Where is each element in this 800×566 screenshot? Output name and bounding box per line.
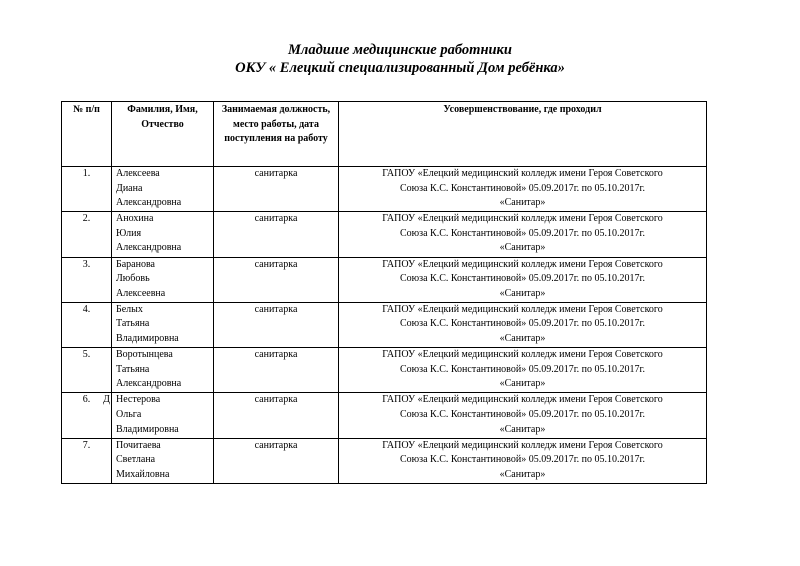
row-number-cell xyxy=(62,167,112,212)
training-line-1: ГАПОУ «Елецкий медицинский колледж имени Героя Советского xyxy=(382,213,663,225)
training-line-1: ГАПОУ «Елецкий медицинский колледж имени Героя Советского xyxy=(382,303,663,315)
training-line-2: Союза К.С. Константиновой» 05.09.2017г. по 05.10.2017г. xyxy=(400,318,645,330)
position-cell xyxy=(214,438,339,483)
patronymic: Александровна xyxy=(116,242,182,254)
surname: Белых xyxy=(116,303,143,315)
training-line-2: Союза К.С. Константиновой» 05.09.2017г. по 05.10.2017г. xyxy=(400,363,645,375)
training-cell xyxy=(339,212,707,257)
first-name: Диана xyxy=(116,182,143,194)
table-row xyxy=(62,257,707,302)
training-line-3: «Санитар» xyxy=(499,423,546,435)
document-subtitle: ОКУ « Елецкий специализированный Дом ребёнка» xyxy=(235,60,565,76)
position-cell xyxy=(214,167,339,212)
row-number-cell xyxy=(62,438,112,483)
position: санитарка xyxy=(254,439,298,451)
position: санитарка xyxy=(254,349,298,361)
training-line-1: ГАПОУ «Елецкий медицинский колледж имени Героя Советского xyxy=(382,439,663,451)
document-title: Младшие медицинские работники xyxy=(288,42,512,58)
position: санитарка xyxy=(254,258,298,270)
training-line-2: Союза К.С. Константиновой» 05.09.2017г. по 05.10.2017г. xyxy=(400,409,645,421)
table-row xyxy=(62,438,707,483)
row-number: 2. xyxy=(82,213,91,225)
row-number: 1. xyxy=(82,168,91,179)
training-line-1: ГАПОУ «Елецкий медицинский колледж имени Героя Советского xyxy=(382,349,663,361)
surname: Алексеева xyxy=(116,168,160,179)
surname: Почитаева xyxy=(116,439,161,451)
training-line-3: «Санитар» xyxy=(499,197,546,209)
training-cell xyxy=(339,302,707,347)
patronymic: Владимировна xyxy=(116,423,179,435)
full-name-cell xyxy=(112,212,214,257)
first-name: Ольга xyxy=(116,409,142,421)
first-name: Юлия xyxy=(116,227,142,239)
training-line-2: Союза К.С. Константиновой» 05.09.2017г. по 05.10.2017г. xyxy=(400,273,645,285)
row-number: 7. xyxy=(82,439,91,451)
surname: Нестерова xyxy=(116,394,161,406)
row-number-cell xyxy=(62,257,112,302)
row-number: 5. xyxy=(82,349,91,361)
full-name-cell xyxy=(112,348,214,393)
position: санитарка xyxy=(254,168,298,179)
table-row xyxy=(62,302,707,347)
row-number: 3. xyxy=(82,258,91,270)
training-line-2: Союза К.С. Константиновой» 05.09.2017г. по 05.10.2017г. xyxy=(400,227,645,239)
first-name: Любовь xyxy=(116,273,150,285)
full-name-cell xyxy=(112,167,214,212)
patronymic: Михайловна xyxy=(116,468,170,480)
row-mark: Д xyxy=(103,394,110,406)
training-line-3: «Санитар» xyxy=(499,333,546,345)
row-number-cell xyxy=(62,348,112,393)
patronymic: Владимировна xyxy=(116,333,179,345)
surname: Анохина xyxy=(116,213,154,225)
position-cell xyxy=(214,348,339,393)
training-cell xyxy=(339,348,707,393)
training-cell xyxy=(339,167,707,212)
position-cell xyxy=(214,393,339,438)
training-cell xyxy=(339,257,707,302)
row-number: 4. xyxy=(82,303,91,315)
column-header-number: № п/п xyxy=(62,102,112,167)
full-name-cell xyxy=(112,257,214,302)
training-line-3: «Санитар» xyxy=(499,242,546,254)
training-line-1: ГАПОУ «Елецкий медицинский колледж имени Героя Советского xyxy=(382,168,663,179)
training-line-2: Союза К.С. Константиновой» 05.09.2017г. по 05.10.2017г. xyxy=(400,182,645,194)
column-header-full-name: Фамилия, Имя, Отчество xyxy=(112,102,214,167)
full-name-cell xyxy=(112,302,214,347)
training-cell xyxy=(339,393,707,438)
row-number-cell xyxy=(62,393,112,438)
first-name: Татьяна xyxy=(116,363,150,375)
patronymic: Александровна xyxy=(116,197,182,209)
row-number-cell xyxy=(62,302,112,347)
training-line-3: «Санитар» xyxy=(499,378,546,390)
training-line-3: «Санитар» xyxy=(499,287,546,299)
table-row xyxy=(62,393,707,438)
position: санитарка xyxy=(254,213,298,225)
first-name: Светлана xyxy=(116,454,156,466)
full-name-cell xyxy=(112,393,214,438)
patronymic: Александровна xyxy=(116,378,182,390)
table-row xyxy=(62,167,707,212)
patronymic: Алексеевна xyxy=(116,287,166,299)
row-number: 6. xyxy=(82,394,91,406)
surname: Воротынцева xyxy=(116,349,173,361)
first-name: Татьяна xyxy=(116,318,150,330)
staff-table xyxy=(61,101,707,484)
training-line-2: Союза К.С. Константиновой» 05.09.2017г. по 05.10.2017г. xyxy=(400,454,645,466)
column-header-position: Занимаемая должность, место работы, дата поступления на работу xyxy=(214,102,339,167)
position: санитарка xyxy=(254,394,298,406)
table-row xyxy=(62,212,707,257)
position-cell xyxy=(214,302,339,347)
training-line-1: ГАПОУ «Елецкий медицинский колледж имени Героя Советского xyxy=(382,258,663,270)
surname: Баранова xyxy=(116,258,155,270)
full-name-cell xyxy=(112,438,214,483)
table-header-row xyxy=(62,102,707,167)
position: санитарка xyxy=(254,303,298,315)
training-line-3: «Санитар» xyxy=(499,468,546,480)
training-line-1: ГАПОУ «Елецкий медицинский колледж имени Героя Советского xyxy=(382,394,663,406)
row-number-cell xyxy=(62,212,112,257)
position-cell xyxy=(214,257,339,302)
training-cell xyxy=(339,438,707,483)
column-header-training: Усовершенствование, где проходил xyxy=(339,102,707,167)
position-cell xyxy=(214,212,339,257)
table-row xyxy=(62,348,707,393)
